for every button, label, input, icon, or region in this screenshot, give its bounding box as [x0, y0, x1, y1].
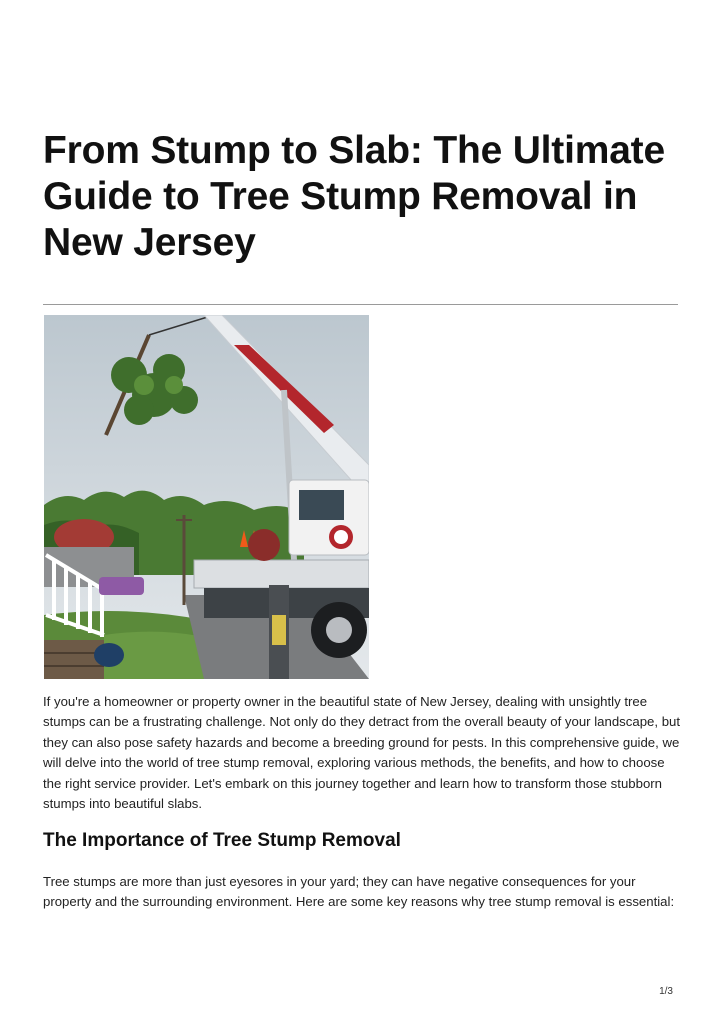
title-divider: [43, 304, 678, 305]
intro-paragraph: If you're a homeowner or property owner in the beautiful state of New Jersey, dealing with unsightly tree stumps can be a frustrating challenge. Not only do they detract from the overall beauty of your landscape, but they can also pose safety hazards and become a breeding ground for pests. In this comprehensive guide, we will delve into the world of tree stump removal, exploring various methods, the benefits, and how to choose the right service provider. Let's embark on this journey together and learn how to transform those stubborn stumps into beautiful slabs.: [43, 694, 681, 812]
page-title: From Stump to Slab: The Ultimate Guide to Tree Stump Removal in New Jersey: [43, 129, 665, 264]
page-number: 1/3: [659, 986, 673, 997]
section-paragraph: Tree stumps are more than just eyesores in your yard; they can have negative consequences for your property and the surrounding environment. Here are some key reasons why tree stump removal is essential:: [43, 874, 675, 910]
section-heading: The Importance of Tree Stump Removal: [43, 830, 401, 851]
hero-photo: [44, 315, 369, 679]
crane-truck-illustration: [44, 315, 369, 679]
